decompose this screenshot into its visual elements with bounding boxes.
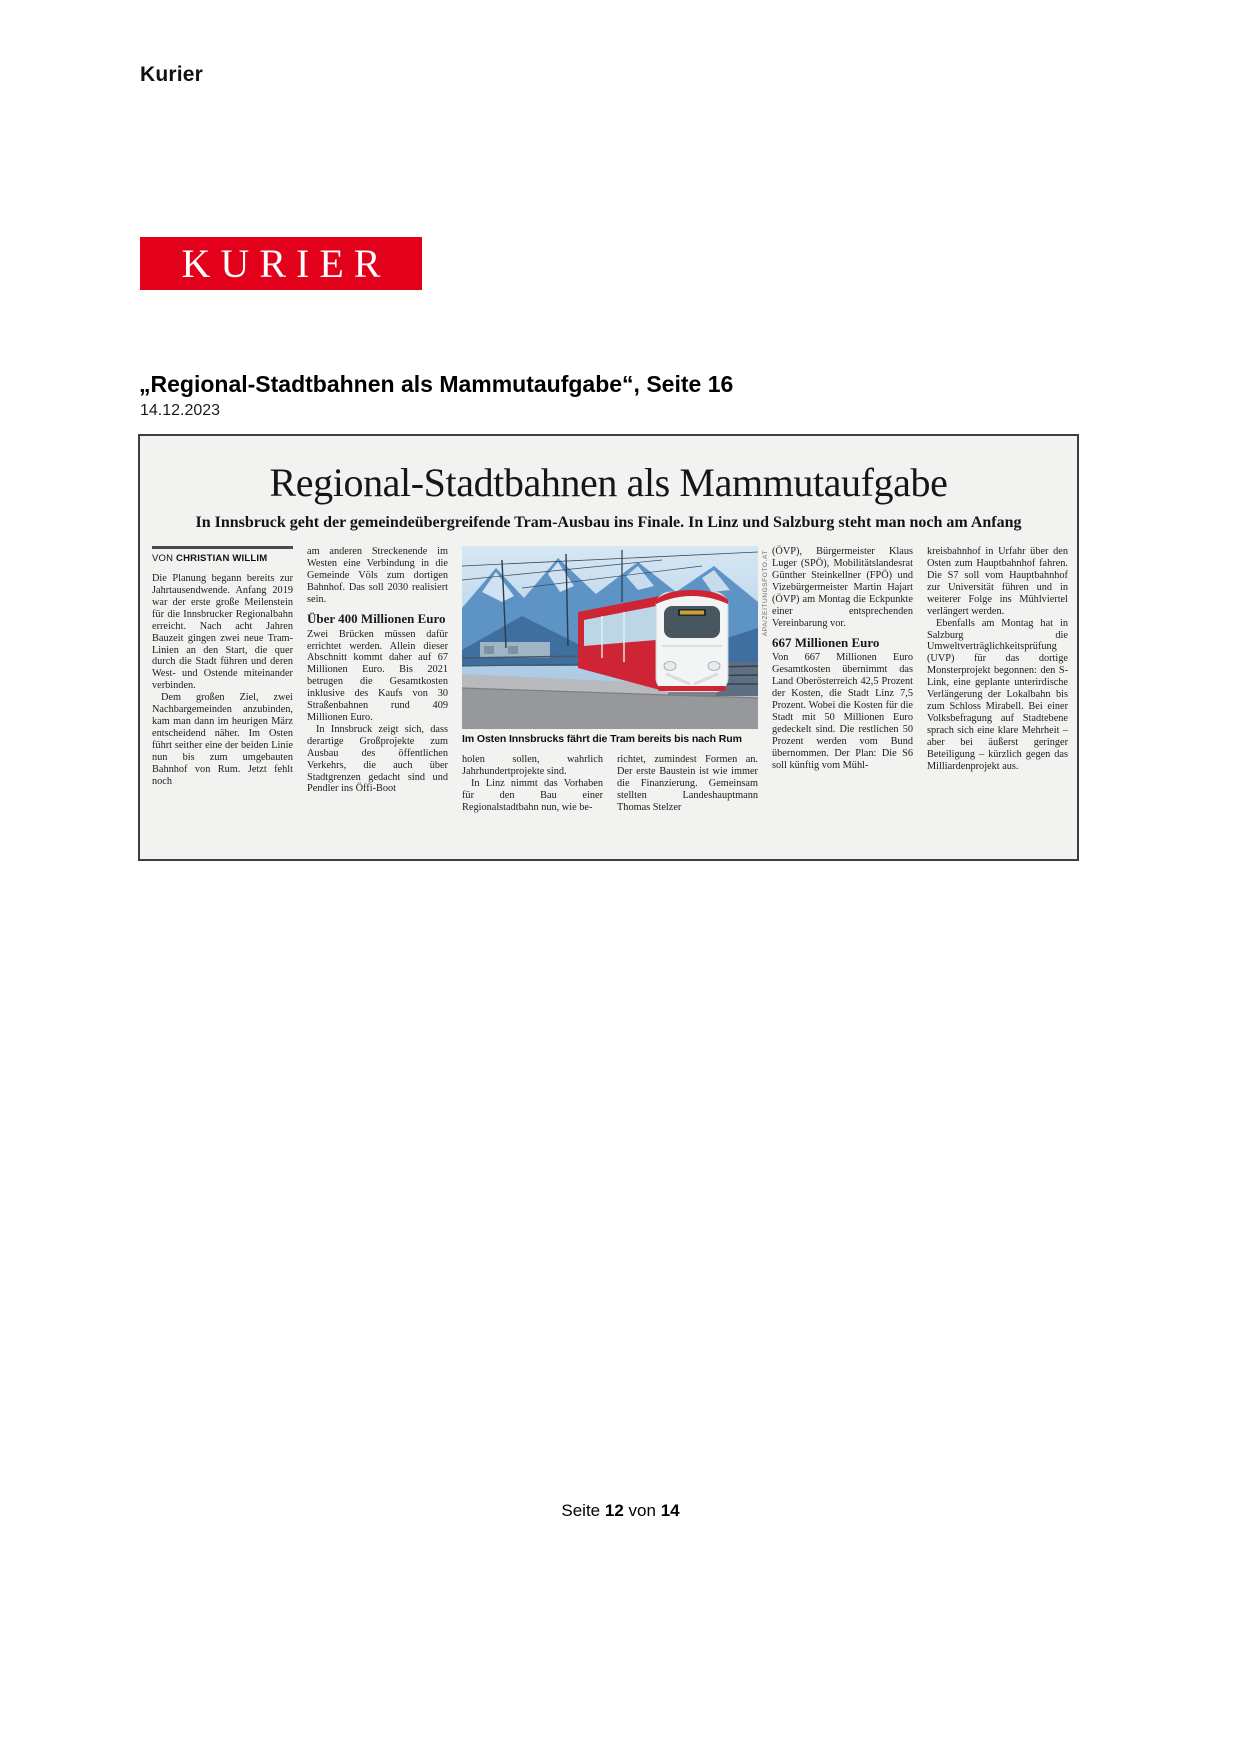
article-column-5 bbox=[772, 546, 913, 771]
kurier-logo bbox=[140, 237, 422, 290]
kurier-logo-text: KURIER bbox=[181, 241, 391, 286]
article-column-4 bbox=[617, 754, 758, 814]
byline-prefix: VON bbox=[152, 553, 174, 565]
body-paragraph: Von 667 Millionen Euro Gesamtkosten übernimmt das Land Oberösterreich 42,5 Prozent der Kosten, die Stadt Linz 7,5 Prozent. Wobei die Kosten für die Stadt mit 50 Millionen Euro gedeckelt sind. Die restlichen 50 Prozent werden vom Bund übernommen. Der Plan: Die S6 soll künftig vom Mühl- bbox=[772, 652, 913, 771]
byline bbox=[152, 546, 293, 565]
article-column-1 bbox=[152, 546, 293, 787]
body-paragraph: In Linz nimmt das Vorhaben für den Bau einer Regionalstadtbahn nun, wie be- bbox=[462, 778, 603, 813]
body-paragraph: am anderen Streckenende im Westen eine Verbindung in die Gemeinde Völs zum dortigen Bahnhof. Das soll 2030 realisiert sein. bbox=[307, 546, 448, 605]
body-paragraph: Ebenfalls am Montag hat in Salzburg die Umweltverträglichkeitsprüfung (UVP) für das dortige Monsterprojekt begonnen: den S-Link, eine geplante unterirdische Verlängerung der Lokalbahn bis zum Schloss Mirabell. Bei einer Volksbefragung auf Stadtebene sprach sich eine klare Mehrheit – aber bei äußerst geringer Beteiligung – kürzlich gegen das Milliardenprojekt aus. bbox=[927, 617, 1068, 772]
body-paragraph: Dem großen Ziel, zwei Nachbargemeinden anzubinden, kam man dann im heurigen März entscheidend näher. Im Osten führt seither eine der beiden Linie nun bis zum umgebauten Bahnhof von Rum. Jetzt fehlt noch bbox=[152, 692, 293, 787]
clipping-headline: Regional-Stadtbahnen als Mammutaufgabe bbox=[269, 460, 948, 505]
page-footer bbox=[0, 1501, 1241, 1521]
columns-below-photo bbox=[462, 754, 758, 814]
article-columns bbox=[152, 546, 1068, 814]
clipping-subtitle: In Innsbruck geht der gemeindeübergreifende Tram-Ausbau ins Finale. In Linz und Salzburg steht man noch am Anfang bbox=[195, 514, 1022, 532]
footer-total-pages: 14 bbox=[660, 1501, 680, 1520]
body-paragraph: Die Planung begann bereits zur Jahrtausendwende. Anfang 2019 war der erste große Meilenstein für die Innsbrucker Regionalbahn erreicht. Nach acht Jahren Bauzeit gingen zwei neue Tram-Linien an den Start, die quer durch die Stadt führen und deren West- und Ostende miteinander verbinden. bbox=[152, 573, 293, 692]
photo-credit: APA/ZEITUNGSFOTO.AT bbox=[762, 550, 769, 637]
newspaper-clipping bbox=[138, 434, 1079, 861]
body-paragraph: Zwei Brücken müssen dafür errichtet werden. Allein dieser Abschnitt kommt daher auf 67 Millionen Euro. Bis 2021 betrugen die Gesamtkosten inklusive des Kaufs von 30 Straßenbahnen rund 409 Millionen Euro. bbox=[307, 628, 448, 723]
footer-current-page: 12 bbox=[604, 1501, 624, 1520]
tram-photo-illustration bbox=[462, 546, 758, 729]
article-column-2 bbox=[307, 546, 448, 795]
body-paragraph: richtet, zumindest Formen an. Der erste Baustein ist wie immer die Finanzierung. Gemeinsam stellten Landeshauptmann Thomas Stelzer bbox=[617, 754, 758, 813]
subhead-400-millionen: Über 400 Millionen Euro bbox=[307, 610, 446, 626]
article-column-6 bbox=[927, 546, 1068, 772]
subhead-667-millionen: 667 Millionen Euro bbox=[772, 634, 880, 650]
body-paragraph: In Innsbruck zeigt sich, dass derartige Großprojekte zum Ausbau des öffentlichen Verkehrs, die auch über Stadtgrenzen gedacht sind und Pendler ins Öffi-Boot bbox=[307, 723, 448, 795]
article-date: 14.12.2023 bbox=[140, 402, 221, 419]
article-photo bbox=[462, 546, 769, 746]
document-source-label: Kurier bbox=[140, 63, 204, 86]
article-title: „Regional-Stadtbahnen als Mammutaufgabe“, Seite 16 bbox=[139, 371, 734, 397]
body-paragraph: kreisbahnhof in Urfahr über den Osten zum Hauptbahnhof fahren. Die S7 soll vom Hauptbahnhof zur Universität führen und in weiterer Folge ins Mühlviertel verlängert werden. bbox=[927, 546, 1068, 617]
photo-caption: Im Osten Innsbrucks fährt die Tram bereits bis nach Rum bbox=[462, 733, 742, 746]
byline-author: CHRISTIAN WILLIM bbox=[176, 553, 268, 565]
body-paragraph: holen sollen, wahrlich Jahrhundertprojekte sind. bbox=[462, 754, 603, 778]
footer-of-label: von bbox=[628, 1501, 656, 1520]
article-columns-3-4 bbox=[462, 546, 769, 814]
article-column-3 bbox=[462, 754, 603, 814]
body-paragraph: (ÖVP), Bürgermeister Klaus Luger (SPÖ), Mobilitätslandesrat Günther Steinkellner (FPÖ) und Vizebürgermeister Martin Hajart (ÖVP) am Montag die Eckpunkte einer entsprechenden Vereinbarung vor. bbox=[772, 546, 913, 629]
footer-page-label: Seite bbox=[561, 1501, 601, 1520]
